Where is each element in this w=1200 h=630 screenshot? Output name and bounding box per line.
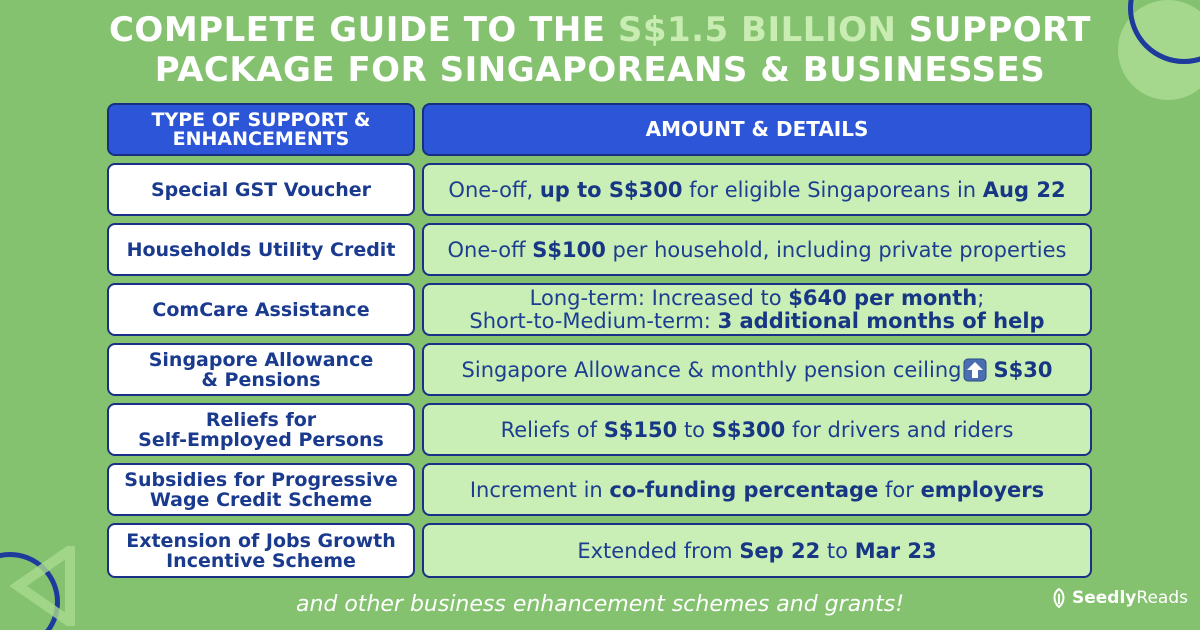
title-line-2: PACKAGE FOR SINGAPOREANS & BUSINESSES — [154, 50, 1046, 90]
up-arrow-icon — [963, 358, 987, 382]
title-text: SUPPORT — [896, 10, 1091, 50]
row-label-special-gst-voucher: Special GST Voucher — [107, 163, 415, 216]
row-detail-households-utility-credit: One-off S$100 per household, including private properties — [422, 223, 1092, 276]
row-label-reliefs-self-employed: Reliefs for Self-Employed Persons — [107, 403, 415, 456]
title-text: COMPLETE GUIDE TO THE — [108, 10, 618, 50]
header-type-of-support: TYPE OF SUPPORT & ENHANCEMENTS — [107, 103, 415, 156]
row-detail-special-gst-voucher: One-off, up to S$300 for eligible Singaporeans in Aug 22 — [422, 163, 1092, 216]
row-label-singapore-allowance-pensions: Singapore Allowance & Pensions — [107, 343, 415, 396]
seedly-reads-logo: Seedly Reads — [1050, 588, 1188, 608]
header-amount-details: AMOUNT & DETAILS — [422, 103, 1092, 156]
row-label-jobs-growth-incentive: Extension of Jobs Growth Incentive Scheme — [107, 523, 415, 578]
row-detail-jobs-growth-incentive: Extended from Sep 22 to Mar 23 — [422, 523, 1092, 578]
row-detail-reliefs-self-employed: Reliefs of S$150 to S$300 for drivers and riders — [422, 403, 1092, 456]
row-label-comcare-assistance: ComCare Assistance — [107, 283, 415, 336]
row-detail-comcare-assistance: Long-term: Increased to $640 per month; Short-to-Medium-term: 3 additional months of help — [422, 283, 1092, 336]
title-highlight: S$1.5 BILLION — [617, 10, 897, 50]
page-title — [0, 10, 1200, 90]
footer-note: and other business enhancement schemes and grants! — [295, 592, 905, 617]
row-detail-singapore-allowance-pensions: Singapore Allowance & monthly pension ceiling S$30 — [422, 343, 1092, 396]
row-label-progressive-wage-credit: Subsidies for Progressive Wage Credit Scheme — [107, 463, 415, 516]
row-detail-progressive-wage-credit: Increment in co-funding percentage for employers — [422, 463, 1092, 516]
row-label-households-utility-credit: Households Utility Credit — [107, 223, 415, 276]
seedly-leaf-icon — [1050, 588, 1068, 608]
